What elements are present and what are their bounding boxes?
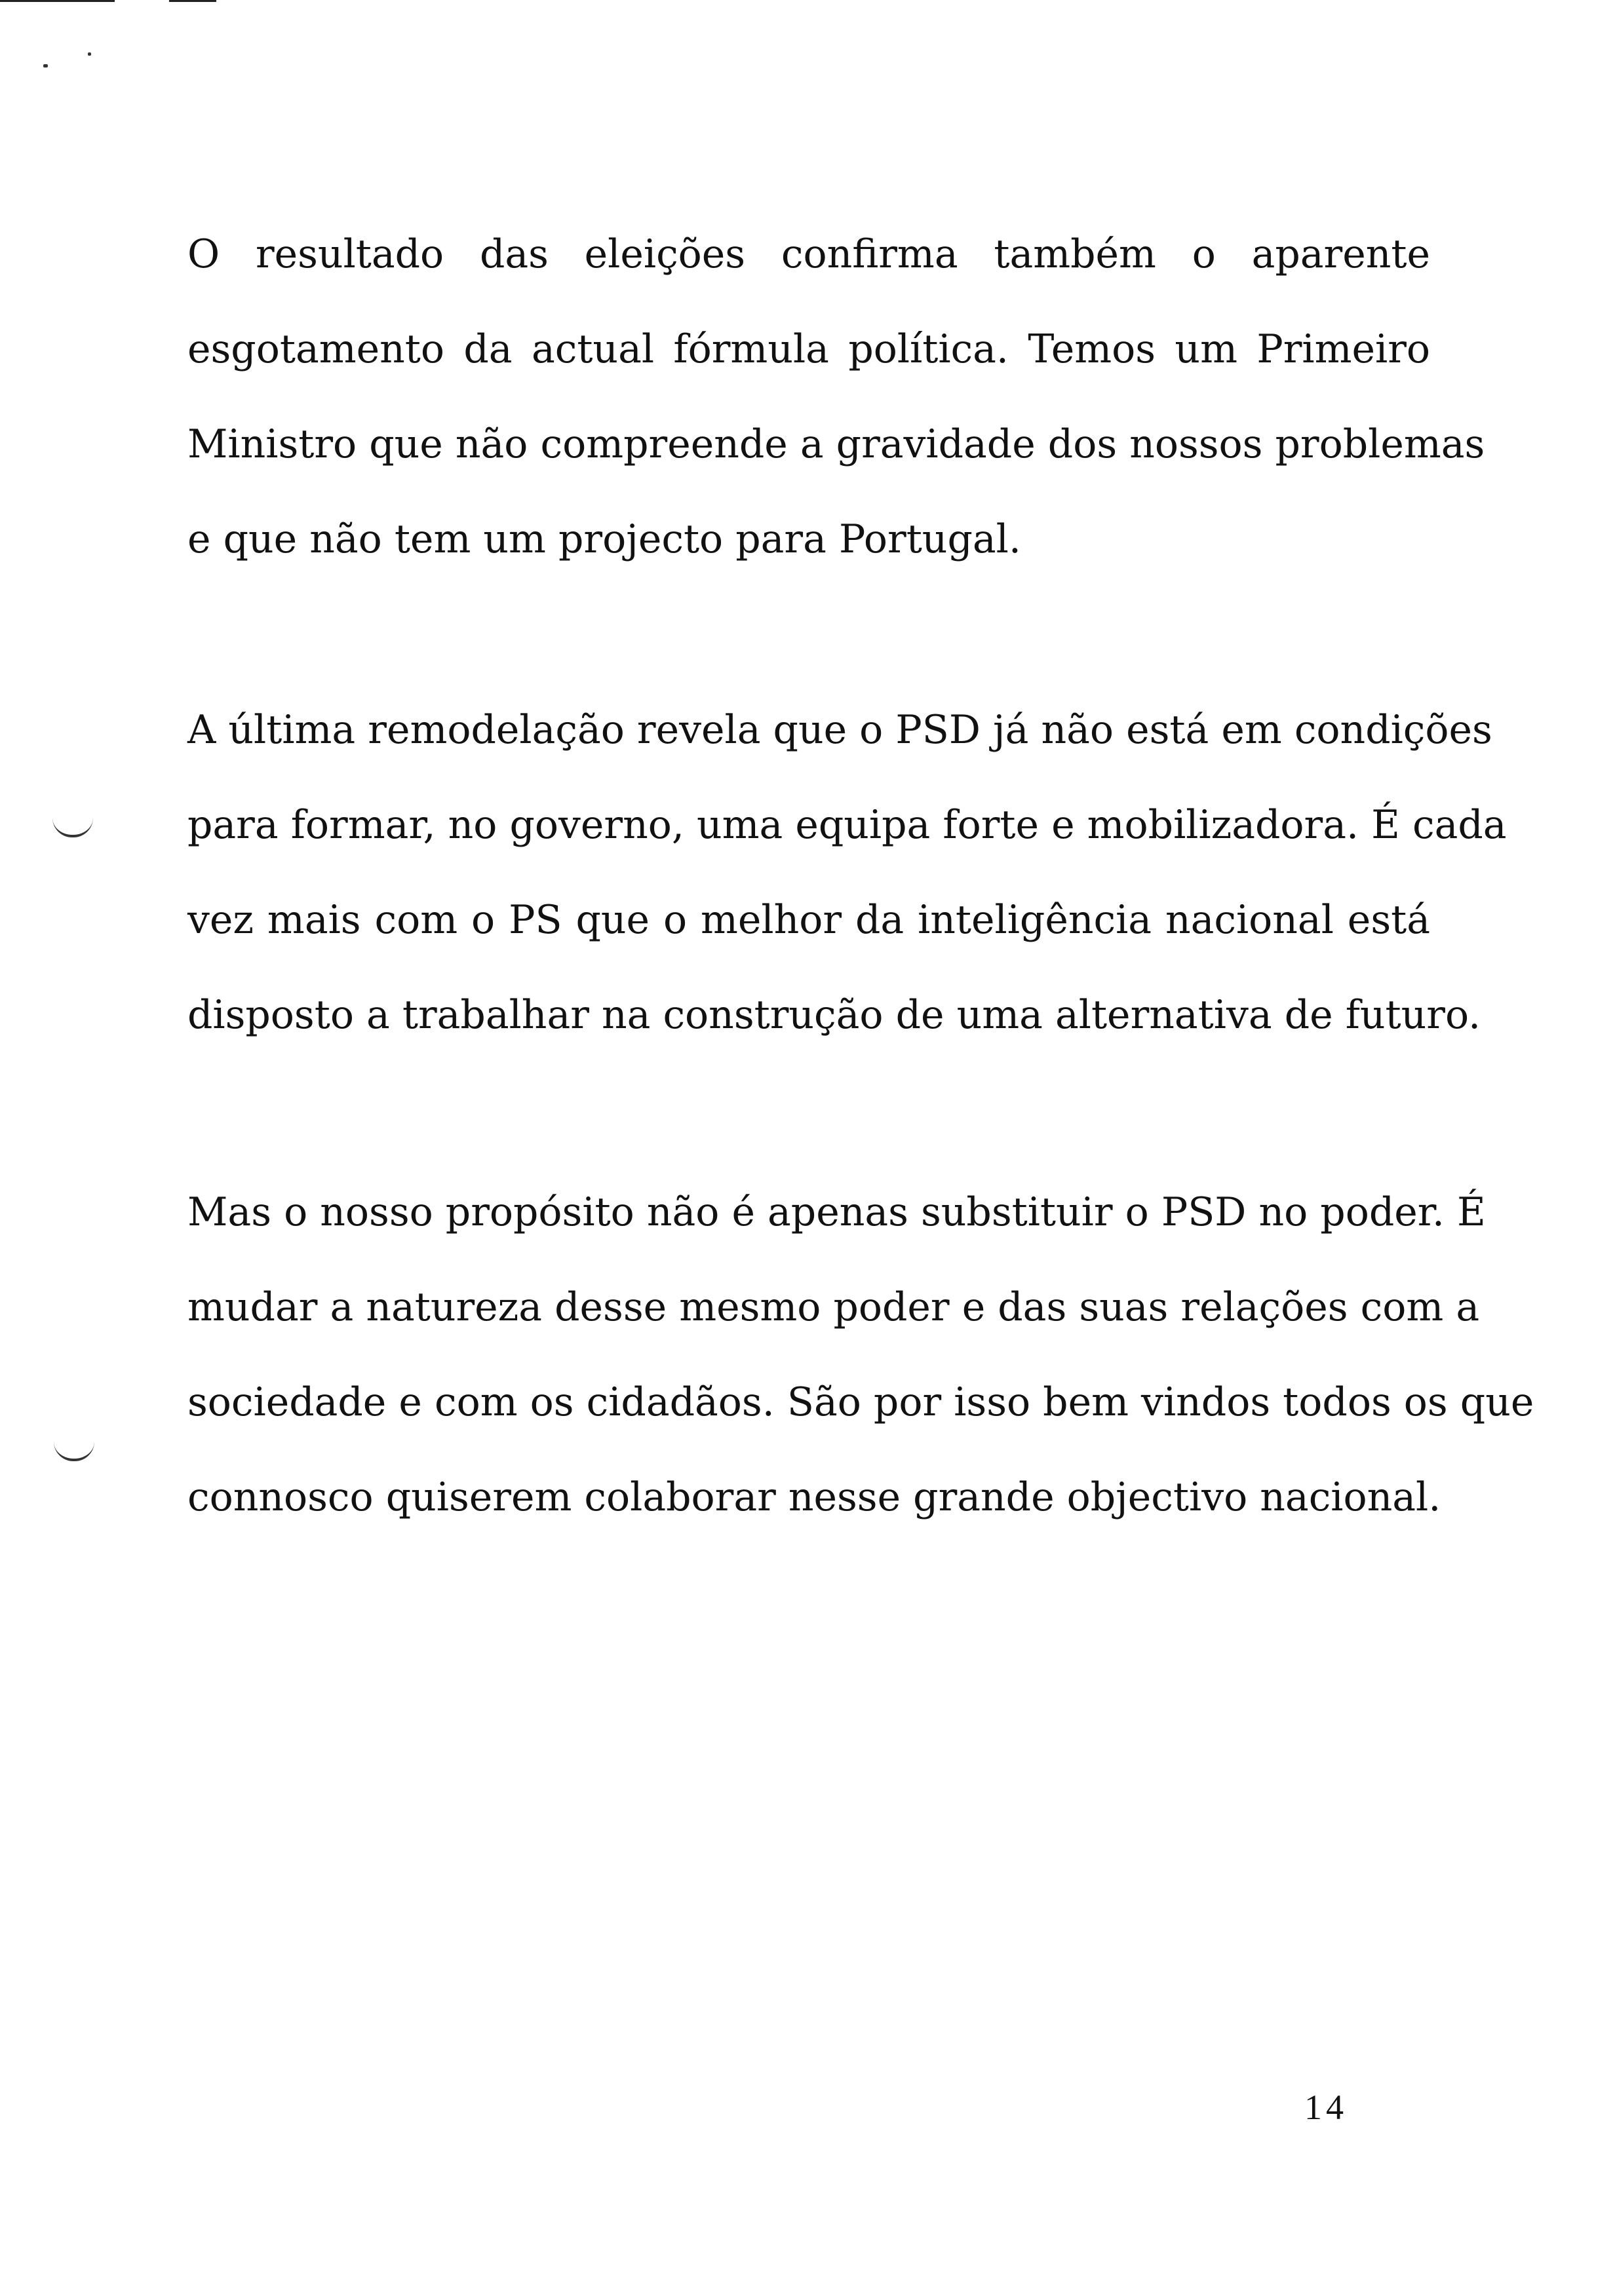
text-line: esgotamento da actual fórmula política. Temos um Primeiro [187,326,1430,372]
page-number: 14 [1304,2088,1348,2127]
paragraph-1 [187,207,1485,587]
scan-edge-line [0,0,115,2]
paragraph-3 [187,1165,1534,1545]
text-line: O resultado das eleições confirma também o aparente [187,231,1430,277]
scan-edge-line [169,0,216,2]
text-line: para formar, no governo, uma equipa forte e mobilizadora. É cada [187,802,1507,848]
scan-speck [43,64,48,67]
scan-speck [88,52,91,56]
text-line: connosco quiserem colaborar nesse grande objectivo nacional. [187,1474,1441,1520]
text-line: vez mais com o PS que o melhor da inteligência nacional está [187,897,1430,943]
paragraph-2 [187,683,1507,1063]
margin-check-mark [52,818,93,837]
text-line: mudar a natureza desse mesmo poder e das suas relações com a [187,1284,1480,1330]
text-line: disposto a trabalhar na construção de uma alternativa de futuro. [187,992,1481,1038]
margin-check-mark [54,1442,94,1461]
text-line: e que não tem um projecto para Portugal. [187,516,1021,562]
text-line: Ministro que não compreende a gravidade dos nossos problemas [187,421,1485,467]
text-line: sociedade e com os cidadãos. São por isso bem vindos todos os que [187,1379,1534,1425]
text-line: A última remodelação revela que o PSD já não está em condições [187,707,1492,753]
text-line: Mas o nosso propósito não é apenas substituir o PSD no poder. É [187,1189,1486,1235]
